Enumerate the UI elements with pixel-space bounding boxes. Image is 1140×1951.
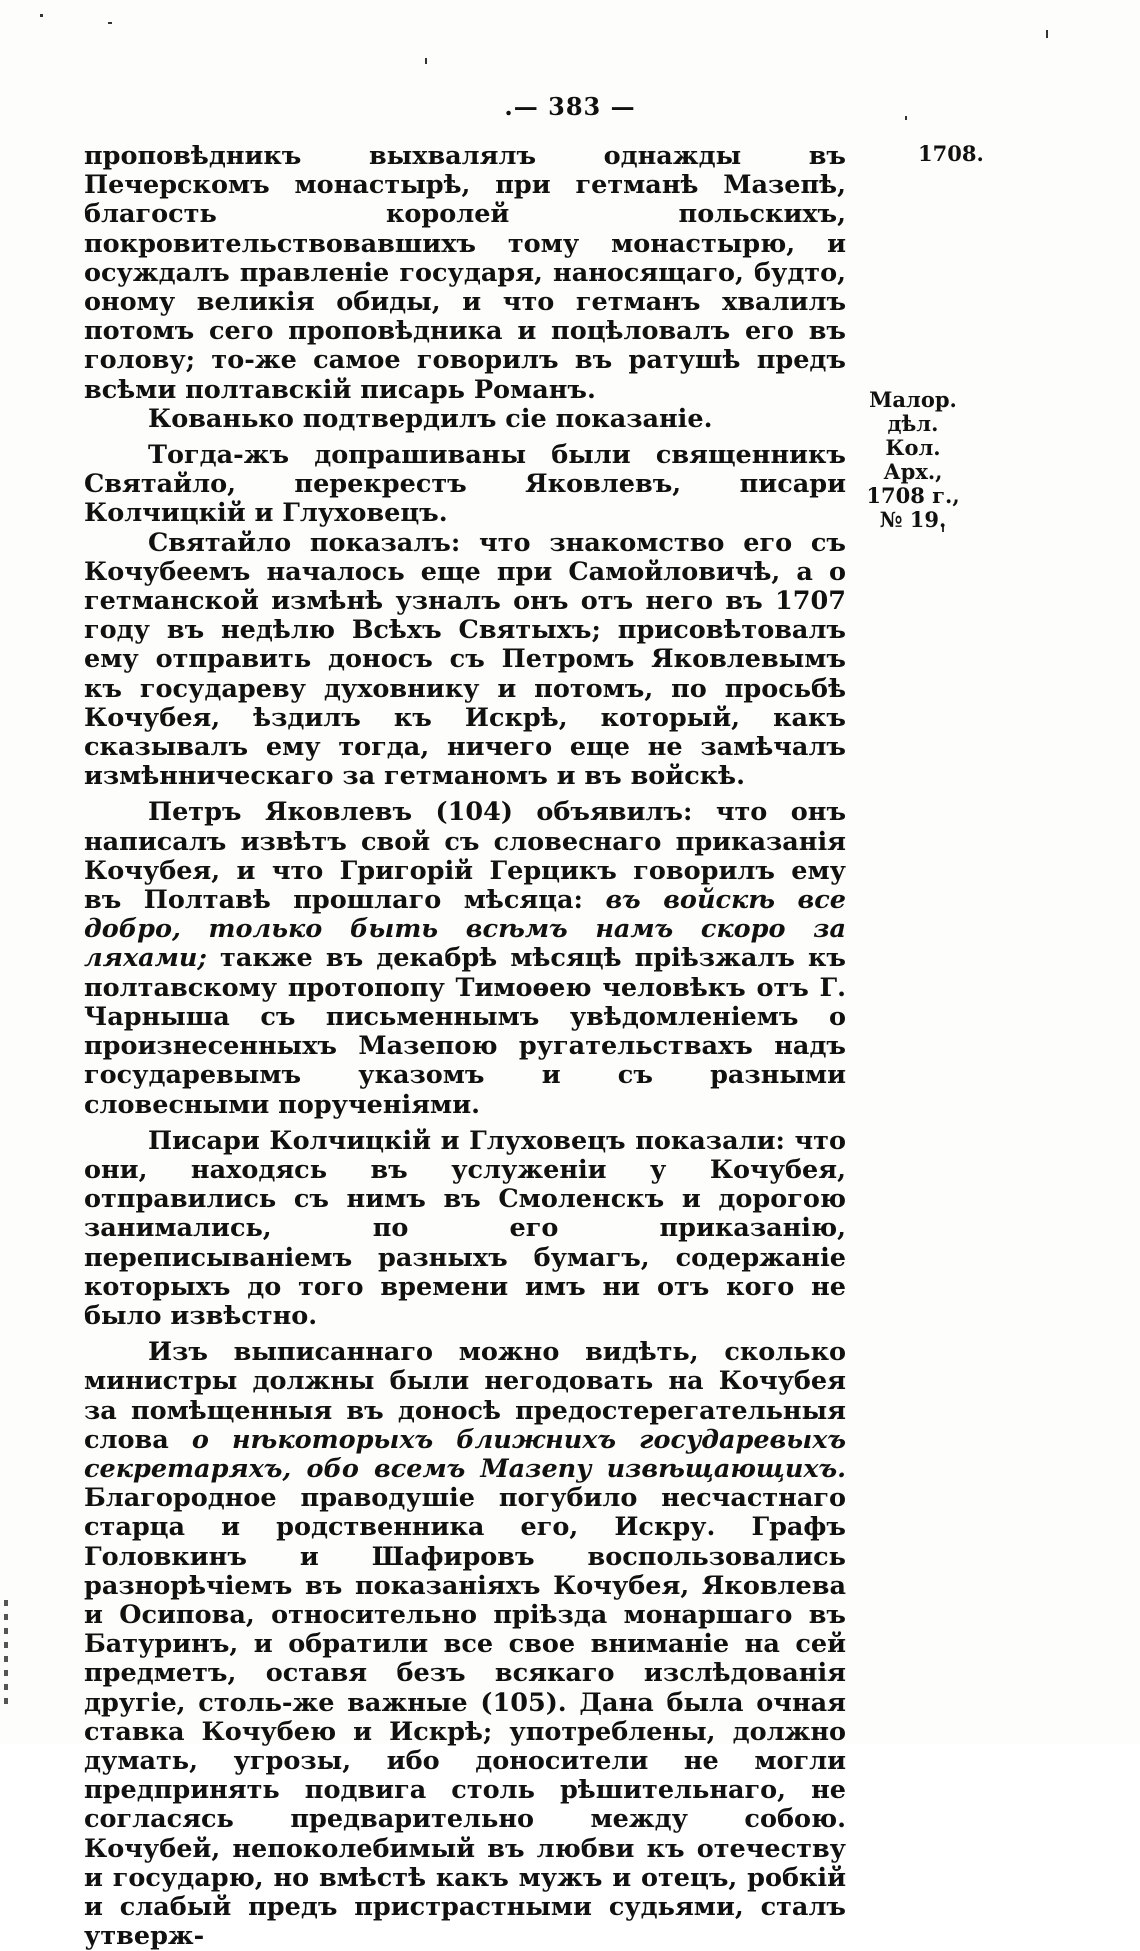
text-segment: Петръ Яковлевъ (104) объявилъ: что онъ написалъ извѣтъ свой съ словеснаго приказанія Кочубея, и что Григорій Герцикъ говорилъ ему въ Полтавѣ прошлаго мѣсяца: — [84, 797, 846, 916]
scan-speck — [425, 58, 427, 64]
margin-note-line: Арх., — [883, 459, 943, 484]
text-segment: Писари Колчицкій и Глуховецъ показали: что они, находясь въ услуженіи у Кочубея, отправились съ нимъ въ Смоленскъ и дорогою занимались, по его приказанію, переписываніемъ разныхъ бумагъ, содержаніе которыхъ до того времени имъ ни отъ кого не было извѣстно. — [84, 1125, 846, 1331]
text-segment: проповѣдникъ выхвалялъ однажды въ Печерскомъ монастырѣ, при гетманѣ Мазепѣ, благость королей польскихъ, покровительствовавшихъ тому монастырю, и осуждалъ правленіе государя, наносящаго, будто, оному великія обиды, и что гетманъ хвалилъ потомъ сего проповѣдника и поцѣловалъ его въ голову; то-же самое говорилъ въ ратушѣ предъ всѣми полтавскій писарь Романъ. — [84, 141, 846, 405]
page-number: .— 383 — — [504, 92, 636, 121]
paragraph-svyatailo — [84, 529, 846, 792]
paragraph-kovanko — [84, 405, 846, 434]
main-text — [84, 142, 846, 1951]
text-segment: Изъ выписаннаго можно видѣть, сколько министры должны были негодовать на Кочубея за помѣщенныя въ доносѣ предостерегательныя слова — [84, 1337, 846, 1455]
scan-edge-marks — [4, 1600, 8, 1710]
margin-note-line: № 19. — [879, 507, 947, 532]
paragraph-ministers — [84, 1338, 846, 1951]
text-segment: также въ декабрѣ мѣсяцѣ пріѣзжалъ къ полтавскому протопопу Тимоѳею человѣкъ отъ Г. Чарныша съ письменнымъ увѣдомленіемъ о произнесенныхъ Мазепою ругательствахъ надъ государевымъ указомъ и съ разными словесными порученіями. — [84, 943, 846, 1120]
paragraph-petr-yakovlev — [84, 798, 846, 1119]
margin-note-line: Малор. — [869, 387, 957, 412]
text-segment: Святайло показалъ: что знакомство его съ Кочубеемъ началось еще при Самойловичѣ, а о гетманской измѣнѣ узналъ онъ отъ него въ 1707 году въ недѣлю Всѣхъ Святыхъ; присовѣтовалъ ему отправить доносъ съ Петромъ Яковлевымъ къ государеву духовнику и потомъ, по просьбѣ Кочубея, ѣздилъ къ Искрѣ, который, какъ сказывалъ ему тогда, ничего еще не замѣчалъ измѣнническаго за гетманомъ и въ войскѣ. — [84, 527, 846, 792]
margin-note-line: 1708 г., — [866, 483, 960, 508]
text-segment: Тогда-жъ допрашиваны были священникъ Святайло, перекрестъ Яковлевъ, писари Колчицкій и Глуховецъ. — [84, 440, 846, 529]
text-segment: Благородное праводушіе погубило несчастнаго старца и родственника его, Искру. Графъ Головкинъ и Шафировъ воспользовались разнорѣчіемъ въ показаніяхъ Кочубея, Яковлева и Осипова, относительно пріѣзда монаршаго въ Батуринъ, и обратили все свое вниманіе на сей предметъ, оставя безъ всякаго изслѣдованія другіе, столь-же важные (105). Дана была очная ставка Кочубею и Искрѣ; употреблены, должно думать, угрозы, ибо доносители не могли предпринять подвига столь рѣшительнаго, не согласясь предварительно между собою. Кочубей, непоколебимый въ любви къ отечеству и государю, но вмѣстѣ какъ мужъ и отецъ, робкій и слабый предъ пристрастными судьями, сталъ утверж- — [84, 1483, 846, 1951]
scan-speck — [40, 14, 43, 17]
margin-note-archive-reference — [858, 388, 968, 532]
text-segment: Кованько подтвердилъ сіе показаніе. — [148, 403, 713, 434]
paragraph-continuation — [84, 142, 846, 405]
scan-speck — [108, 22, 112, 24]
margin-note-year: 1708. — [918, 141, 984, 166]
margin-note-line: дѣл. Кол. — [885, 411, 941, 460]
italic-quote: въ войскѣ все добро, только быть всѣмъ намъ скоро за ляхами; — [84, 885, 846, 974]
italic-quote: о нѣкоторыхъ ближнихъ государевыхъ секретаряхъ, обо всемъ Мазепу извѣщающихъ. — [84, 1424, 846, 1484]
paragraph-scribes — [84, 1127, 846, 1331]
paragraph-interrogation — [84, 441, 846, 529]
scan-speck — [1046, 30, 1048, 38]
